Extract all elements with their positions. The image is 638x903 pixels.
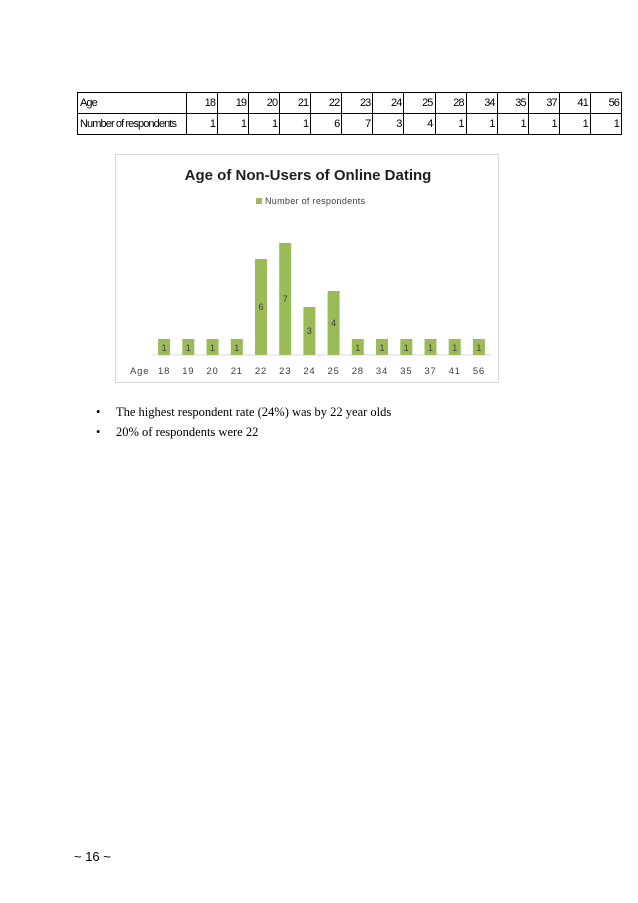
age-cell: 18 bbox=[187, 93, 218, 114]
respondents-row bbox=[78, 114, 622, 135]
count-cell: 6 bbox=[311, 114, 342, 135]
age-cell: 21 bbox=[280, 93, 311, 114]
age-respondents-table bbox=[77, 92, 622, 135]
count-cell: 1 bbox=[590, 114, 621, 135]
finding-item bbox=[96, 402, 391, 422]
count-cell: 3 bbox=[373, 114, 404, 135]
count-cell: 1 bbox=[218, 114, 249, 135]
bar-value-label: 1 bbox=[452, 343, 458, 353]
findings-list bbox=[96, 402, 391, 442]
count-cell: 1 bbox=[435, 114, 466, 135]
bar-value-label: 1 bbox=[476, 343, 482, 353]
chart-legend bbox=[256, 196, 366, 206]
count-cell: 1 bbox=[280, 114, 311, 135]
age-cell: 23 bbox=[342, 93, 373, 114]
bar-value-label: 1 bbox=[427, 343, 434, 353]
page-number: ~ 16 ~ bbox=[74, 849, 111, 864]
bar-value-label: 1 bbox=[403, 343, 409, 353]
age-cell: 20 bbox=[249, 93, 280, 114]
x-tick-label: 19 bbox=[182, 366, 195, 377]
age-row-header: Age bbox=[78, 93, 187, 114]
bar-value-label: 1 bbox=[161, 343, 167, 353]
count-cell: 1 bbox=[497, 114, 528, 135]
age-cell: 41 bbox=[559, 93, 590, 114]
age-chart bbox=[115, 154, 499, 383]
age-row bbox=[78, 93, 622, 114]
x-tick-label: 56 bbox=[472, 366, 485, 377]
age-cell: 56 bbox=[590, 93, 621, 114]
x-tick-label: 23 bbox=[279, 366, 292, 377]
x-tick-label: 35 bbox=[400, 366, 413, 377]
age-cell: 35 bbox=[497, 93, 528, 114]
bar-value-label: 1 bbox=[185, 343, 191, 353]
bar-value-label: 1 bbox=[355, 343, 361, 353]
finding-item bbox=[96, 422, 391, 442]
x-tick-label: 22 bbox=[254, 366, 268, 377]
x-tick-label: 25 bbox=[327, 366, 340, 377]
age-cell: 19 bbox=[218, 93, 249, 114]
age-chart-svg bbox=[116, 155, 500, 384]
age-cell: 28 bbox=[435, 93, 466, 114]
bar-value-label: 3 bbox=[306, 326, 312, 336]
x-tick-label: 20 bbox=[206, 366, 219, 377]
count-cell: 1 bbox=[528, 114, 559, 135]
bar-value-label: 7 bbox=[282, 294, 288, 304]
bar-value-label: 1 bbox=[379, 343, 385, 353]
age-cell: 22 bbox=[311, 93, 342, 114]
count-cell: 1 bbox=[249, 114, 280, 135]
count-cell: 1 bbox=[466, 114, 497, 135]
bar-value-label: 1 bbox=[234, 343, 240, 353]
respondents-row-header: Number of respondents bbox=[78, 114, 187, 135]
x-axis-label: Age bbox=[130, 366, 150, 377]
tick-labels-group bbox=[158, 366, 485, 377]
bar-value-label: 6 bbox=[258, 302, 264, 312]
legend-swatch bbox=[256, 198, 262, 204]
bullet-glyph: • bbox=[96, 425, 101, 439]
age-cell: 34 bbox=[466, 93, 497, 114]
x-tick-label: 28 bbox=[351, 366, 364, 377]
count-cell: 1 bbox=[559, 114, 590, 135]
finding-text: The highest respondent rate (24%) was by 22 year olds bbox=[116, 405, 392, 419]
legend-label: Number of respondents bbox=[265, 196, 366, 206]
chart-title: Age of Non-Users of Online Dating bbox=[184, 167, 432, 184]
count-cell: 7 bbox=[342, 114, 373, 135]
finding-text: 20% of respondents were 22 bbox=[116, 425, 259, 439]
bar-value-label: 4 bbox=[331, 318, 337, 328]
age-cell: 37 bbox=[528, 93, 559, 114]
count-cell: 1 bbox=[187, 114, 218, 135]
x-tick-label: 18 bbox=[158, 366, 171, 377]
bullet-glyph: • bbox=[96, 405, 101, 419]
age-cell: 25 bbox=[404, 93, 435, 114]
x-tick-label: 34 bbox=[375, 366, 389, 377]
bars-group bbox=[158, 243, 485, 355]
count-cell: 4 bbox=[404, 114, 435, 135]
bar-value-label: 1 bbox=[209, 343, 216, 353]
x-tick-label: 37 bbox=[424, 366, 437, 377]
x-tick-label: 24 bbox=[303, 366, 316, 377]
x-tick-label: 21 bbox=[230, 366, 243, 377]
x-tick-label: 41 bbox=[448, 366, 461, 377]
age-cell: 24 bbox=[373, 93, 404, 114]
